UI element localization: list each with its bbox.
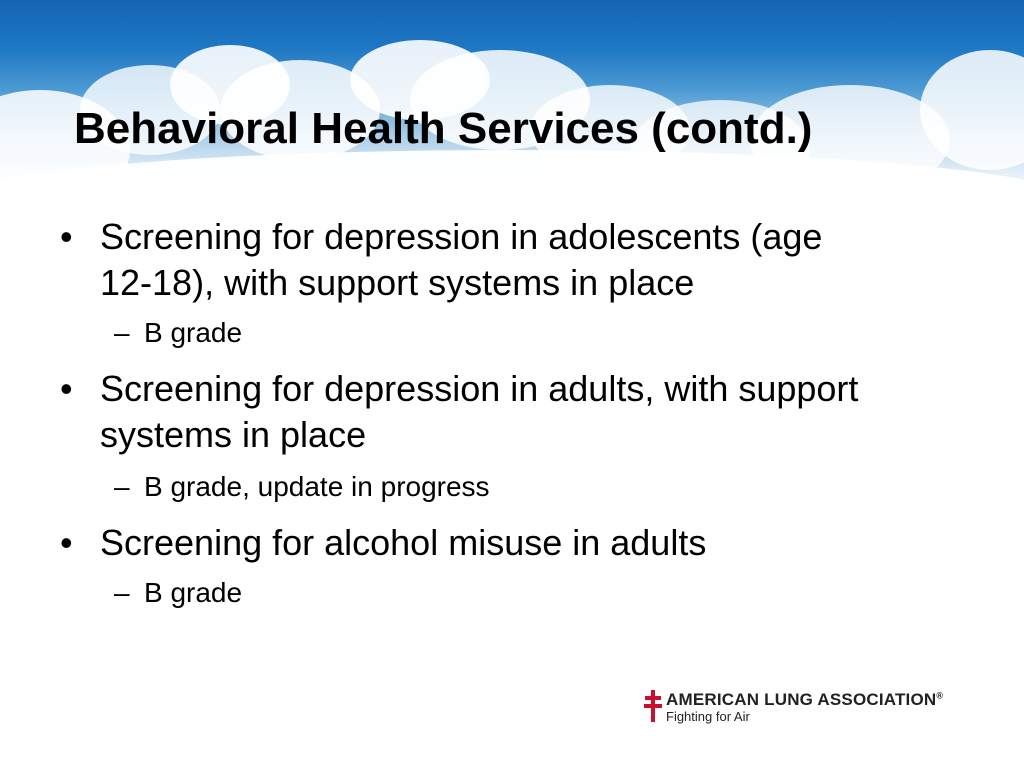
bullet-marker: •: [60, 368, 73, 409]
bullet-marker: •: [60, 216, 73, 257]
sub-bullet-marker: –: [114, 577, 130, 608]
sub-bullet-item: [114, 470, 490, 504]
bullet-line: Screening for depression in adults, with support: [100, 368, 859, 409]
slide-title: Behavioral Health Services (contd.): [74, 104, 813, 153]
bullet-marker: •: [60, 522, 73, 563]
bullet-text: [100, 214, 960, 306]
sub-bullet-marker: –: [114, 471, 130, 502]
sub-bullet-item: [114, 576, 242, 610]
sub-bullet-text: B grade: [144, 317, 243, 348]
sub-bullet-text: B grade, update in progress: [144, 471, 490, 502]
registered-mark: ®: [936, 690, 944, 701]
bullet-line: Screening for depression in adolescents (age: [100, 216, 823, 257]
bullet-line: 12-18), with support systems in place: [100, 262, 695, 303]
sub-bullet-text: B grade: [144, 577, 243, 608]
double-barred-cross-icon: [644, 688, 662, 724]
bullet-text: [100, 366, 960, 458]
bullet-line: Screening for alcohol misuse in adults: [100, 522, 707, 563]
bullet-text: [100, 520, 960, 566]
logo-name-text: AMERICAN LUNG ASSOCIATION: [666, 690, 937, 709]
sub-bullet-item: [114, 316, 242, 350]
american-lung-association-logo: [644, 688, 984, 728]
bullet-line: systems in place: [100, 414, 367, 455]
logo-name: [666, 690, 943, 710]
logo-tagline: Fighting for Air: [666, 709, 750, 724]
sub-bullet-marker: –: [114, 317, 130, 348]
